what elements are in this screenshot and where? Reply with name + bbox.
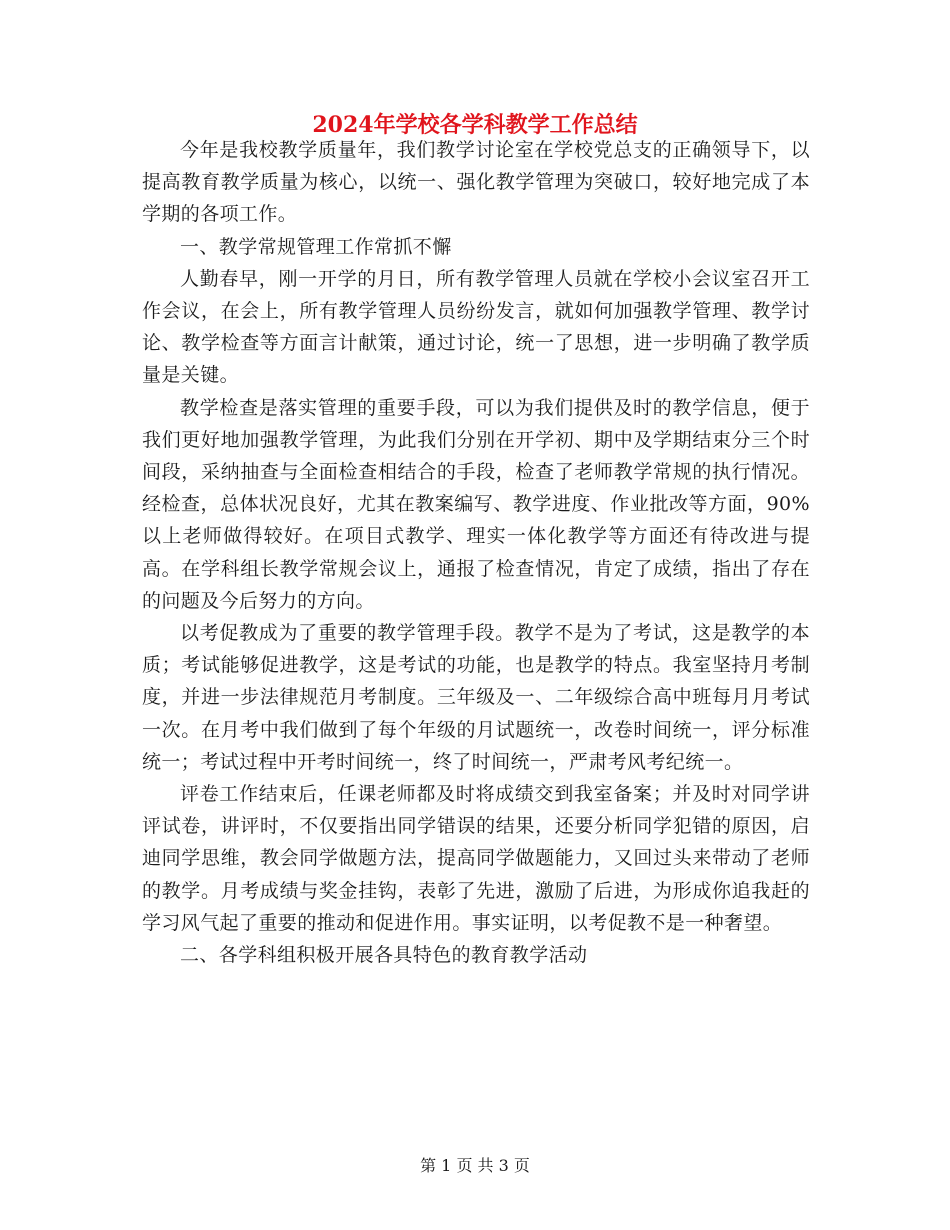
document-body bbox=[142, 134, 810, 971]
document-title: 2024年学校各学科教学工作总结 bbox=[312, 112, 638, 138]
intro-paragraph: 今年是我校教学质量年，我们教学讨论室在学校党总支的正确领导下，以提高教育教学质量为核心，以统一、强化教学管理为突破口，较好地完成了本学期的各项工作。 bbox=[142, 139, 810, 226]
body-paragraph: 评卷工作结束后，任课老师都及时将成绩交到我室备案；并及时对同学讲评试卷，讲评时，不仅要指出同学错误的结果，还要分析同学犯错的原因，启迪同学思维，教会同学做题方法，提高同学做题能力，又回过头来带动了老师的教学。月考成绩与奖金挂钩，表彰了先进，激励了后进，为形成你追我赶的学习风气起了重要的推动和促进作用。事实证明，以考促教不是一种奢望。 bbox=[142, 783, 810, 934]
page-number-footer: 第 1 页 共 3 页 bbox=[420, 1156, 530, 1175]
section-heading-1: 一、教学常规管理工作常抓不懈 bbox=[180, 235, 452, 258]
body-paragraph: 教学检查是落实管理的重要手段，可以为我们提供及时的教学信息，便于我们更好地加强教学管理，为此我们分别在开学初、期中及学期结束分三个时间段，采纳抽查与全面检查相结合的手段，检查了老师教学常规的执行情况。经检查，总体状况良好，尤其在教案编写、教学进度、作业批改等方面，90%以上老师做得较好。在项目式教学、理实一体化教学等方面还有待改进与提高。在学科组长教学常规会议上，通报了检查情况，肯定了成绩，指出了存在的问题及今后努力的方向。 bbox=[142, 396, 810, 612]
section-heading-2: 二、各学科组积极开展各具特色的教育教学活动 bbox=[180, 944, 588, 967]
body-paragraph: 人勤春早，刚一开学的月日，所有教学管理人员就在学校小会议室召开工作会议，在会上，所有教学管理人员纷纷发言，就如何加强教学管理、教学讨论、教学检查等方面言计献策，通过讨论，统一了思想，进一步明确了教学质量是关键。 bbox=[142, 267, 810, 387]
body-paragraph: 以考促教成为了重要的教学管理手段。教学不是为了考试，这是教学的本质；考试能够促进教学，这是考试的功能，也是教学的特点。我室坚持月考制度，并进一步法律规范月考制度。三年级及一、二年级综合高中班每月月考试一次。在月考中我们做到了每个年级的月试题统一，改卷时间统一，评分标准统一；考试过程中开考时间统一，终了时间统一，严肃考风考纪统一。 bbox=[142, 622, 810, 773]
